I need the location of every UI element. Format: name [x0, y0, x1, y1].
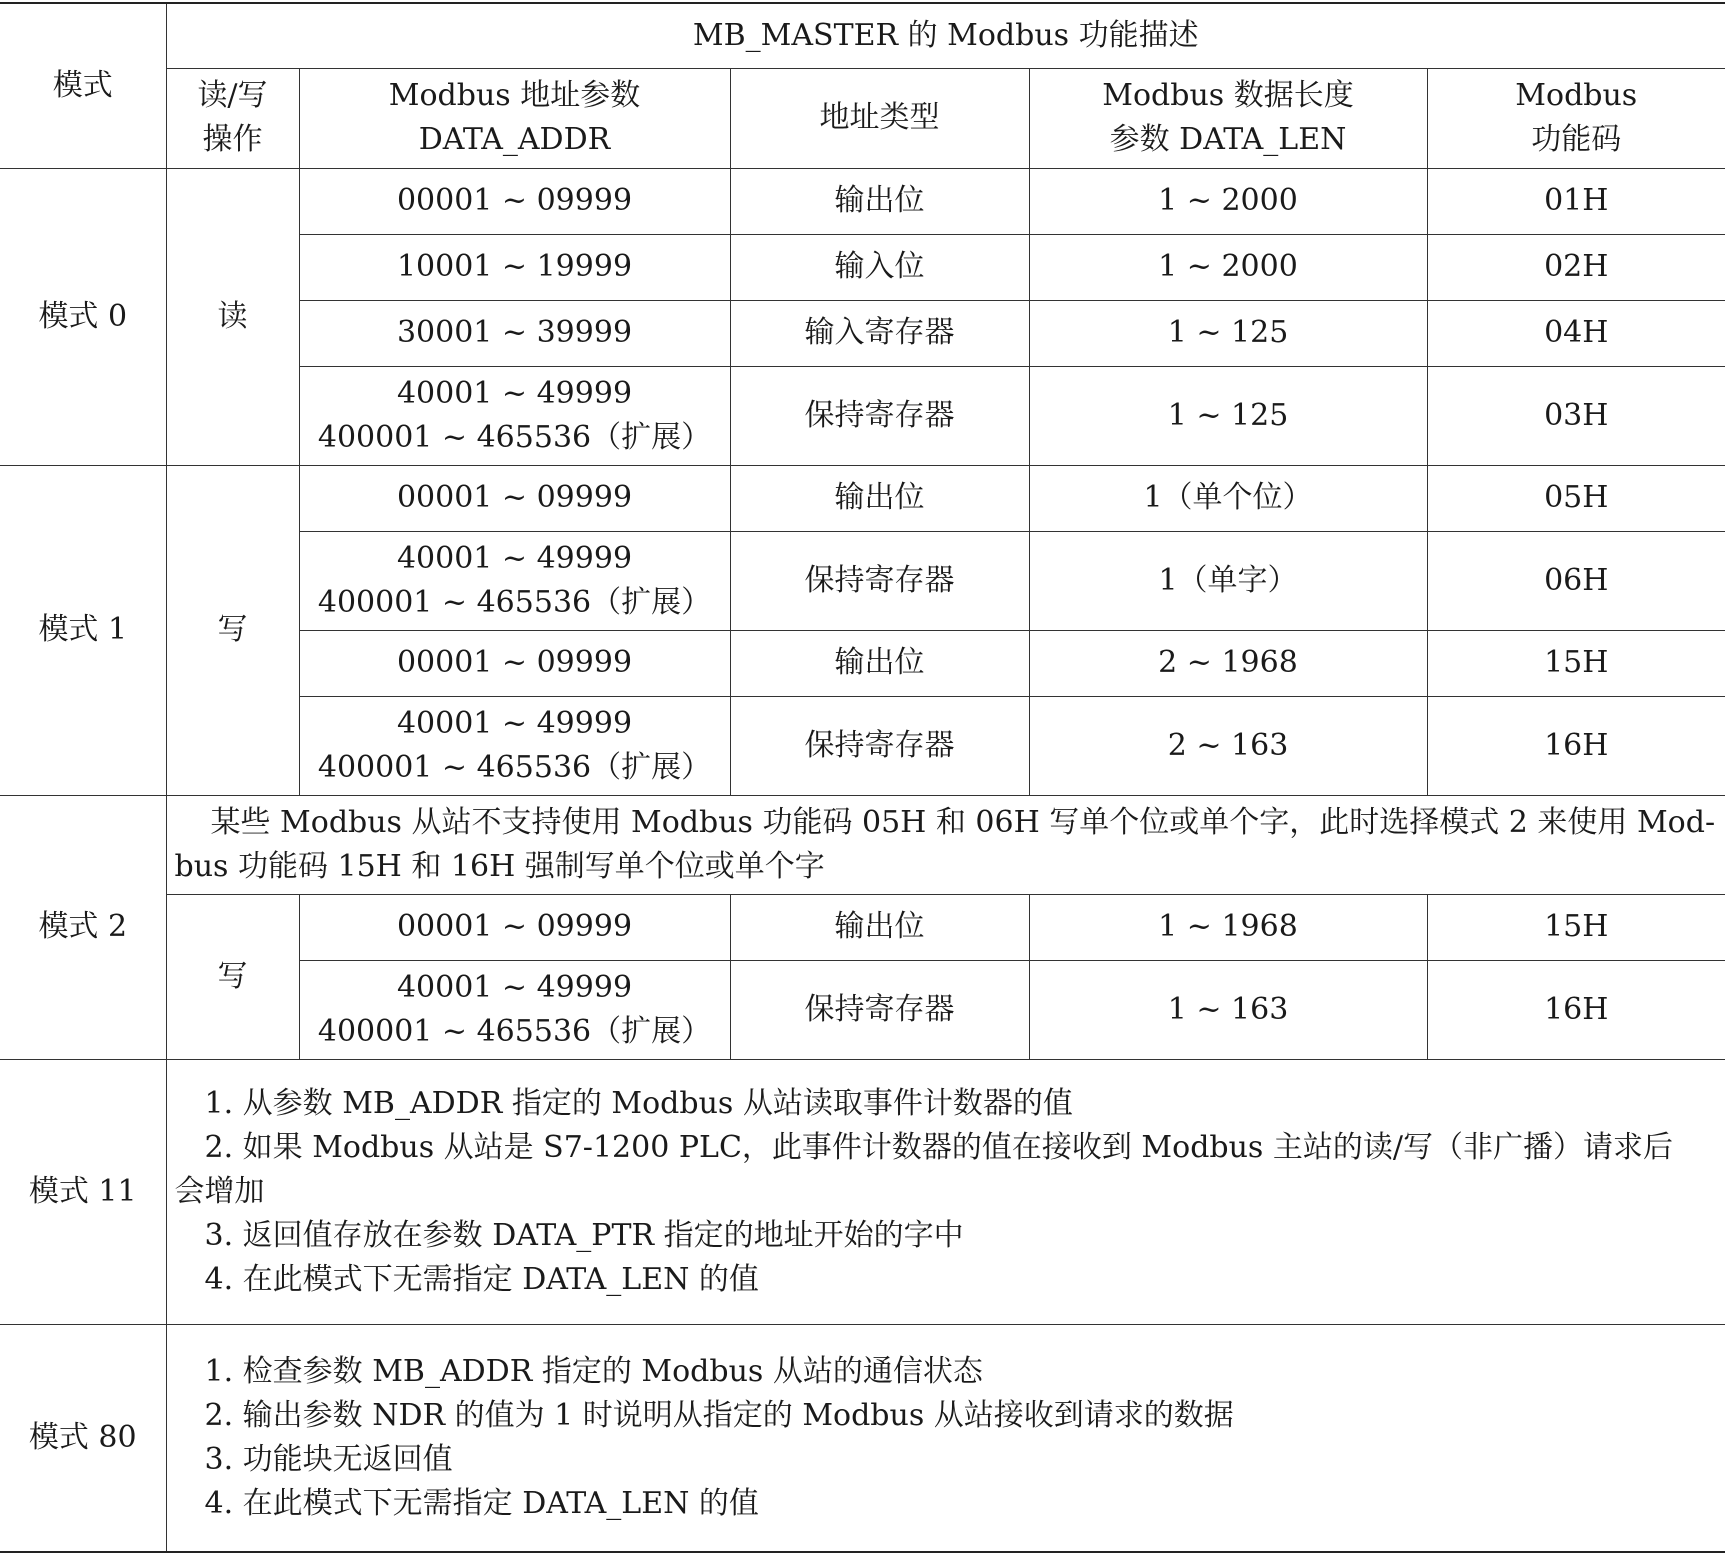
list-item: 4. 在此模式下无需指定 DATA_LEN 的值 [204, 1485, 759, 1521]
list-item: 2. 输出参数 NDR 的值为 1 时说明从指定的 Modbus 从站接收到请求的数据 [204, 1397, 1234, 1433]
cell-type: 输出位 [730, 630, 1029, 696]
mode2-note: 某些 Modbus 从站不支持使用 Modbus 功能码 05H 和 06H 写单个位或单个字，此时选择模式 2 来使用 Mod- bus 功能码 15H 和 16H 强制写单个位或单个字 [166, 795, 1725, 894]
mode11-description [166, 1059, 1725, 1324]
cell-addr: 00001 ~ 09999 [299, 465, 730, 531]
header-code: Modbus 功能码 [1427, 68, 1725, 168]
cell-len: 1 ~ 2000 [1029, 168, 1427, 234]
cell-addr: 00001 ~ 09999 [299, 894, 730, 960]
cell-code: 02H [1427, 234, 1725, 300]
header-title: MB_MASTER 的 Modbus 功能描述 [166, 3, 1725, 68]
header-mode: 模式 [0, 3, 166, 168]
table-row [0, 465, 1725, 531]
list-item: 2. 如果 Modbus 从站是 S7-1200 PLC，此事件计数器的值在接收到 Modbus 主站的读/写（非广播）请求后 [204, 1129, 1673, 1165]
list-item: 1. 从参数 MB_ADDR 指定的 Modbus 从站读取事件计数器的值 [204, 1085, 1073, 1121]
cell-addr: 30001 ~ 39999 [299, 300, 730, 366]
cell-len: 1（单个位） [1029, 465, 1427, 531]
table-row [0, 894, 1725, 960]
cell-code: 01H [1427, 168, 1725, 234]
list-item: 3. 功能块无返回值 [204, 1441, 453, 1477]
header-type: 地址类型 [730, 68, 1029, 168]
cell-type: 输入寄存器 [730, 300, 1029, 366]
mode2-label: 模式 2 [0, 795, 166, 1059]
cell-code: 04H [1427, 300, 1725, 366]
header-addr: Modbus 地址参数 DATA_ADDR [299, 68, 730, 168]
cell-type: 输出位 [730, 465, 1029, 531]
cell-addr: 40001 ~ 49999 400001 ~ 465536（扩展） [299, 366, 730, 465]
header-rw: 读/写 操作 [166, 68, 299, 168]
cell-addr: 40001 ~ 49999 400001 ~ 465536（扩展） [299, 960, 730, 1059]
cell-type: 保持寄存器 [730, 531, 1029, 630]
cell-addr: 40001 ~ 49999 400001 ~ 465536（扩展） [299, 696, 730, 795]
cell-code: 06H [1427, 531, 1725, 630]
table-row [0, 168, 1725, 234]
cell-addr: 00001 ~ 09999 [299, 630, 730, 696]
cell-type: 保持寄存器 [730, 366, 1029, 465]
cell-code: 16H [1427, 960, 1725, 1059]
cell-len: 1 ~ 163 [1029, 960, 1427, 1059]
mode1-rw: 写 [166, 465, 299, 795]
cell-code: 03H [1427, 366, 1725, 465]
list-item-continuation: 会增加 [174, 1173, 265, 1209]
cell-len: 1 ~ 125 [1029, 300, 1427, 366]
cell-code: 15H [1427, 630, 1725, 696]
header-len: Modbus 数据长度 参数 DATA_LEN [1029, 68, 1427, 168]
mode2-rw: 写 [166, 894, 299, 1059]
cell-code: 15H [1427, 894, 1725, 960]
cell-len: 1 ~ 125 [1029, 366, 1427, 465]
cell-len: 1 ~ 1968 [1029, 894, 1427, 960]
list-item: 1. 检查参数 MB_ADDR 指定的 Modbus 从站的通信状态 [204, 1353, 983, 1389]
table-row [0, 1324, 1725, 1552]
cell-code: 16H [1427, 696, 1725, 795]
cell-len: 1（单字） [1029, 531, 1427, 630]
cell-len: 2 ~ 1968 [1029, 630, 1427, 696]
mode1-label: 模式 1 [0, 465, 166, 795]
mode80-description [166, 1324, 1725, 1552]
mode80-label: 模式 80 [0, 1324, 166, 1552]
list-item: 4. 在此模式下无需指定 DATA_LEN 的值 [204, 1261, 759, 1297]
mode0-rw: 读 [166, 168, 299, 465]
mode0-label: 模式 0 [0, 168, 166, 465]
cell-type: 输入位 [730, 234, 1029, 300]
cell-addr: 10001 ~ 19999 [299, 234, 730, 300]
cell-addr: 40001 ~ 49999 400001 ~ 465536（扩展） [299, 531, 730, 630]
cell-type: 保持寄存器 [730, 960, 1029, 1059]
mode11-label: 模式 11 [0, 1059, 166, 1324]
cell-type: 输出位 [730, 168, 1029, 234]
cell-addr: 00001 ~ 09999 [299, 168, 730, 234]
cell-code: 05H [1427, 465, 1725, 531]
modbus-function-table [0, 2, 1725, 1553]
cell-type: 输出位 [730, 894, 1029, 960]
cell-type: 保持寄存器 [730, 696, 1029, 795]
cell-len: 2 ~ 163 [1029, 696, 1427, 795]
cell-len: 1 ~ 2000 [1029, 234, 1427, 300]
table-row [0, 795, 1725, 894]
list-item: 3. 返回值存放在参数 DATA_PTR 指定的地址开始的字中 [204, 1217, 964, 1253]
table-row [0, 1059, 1725, 1324]
